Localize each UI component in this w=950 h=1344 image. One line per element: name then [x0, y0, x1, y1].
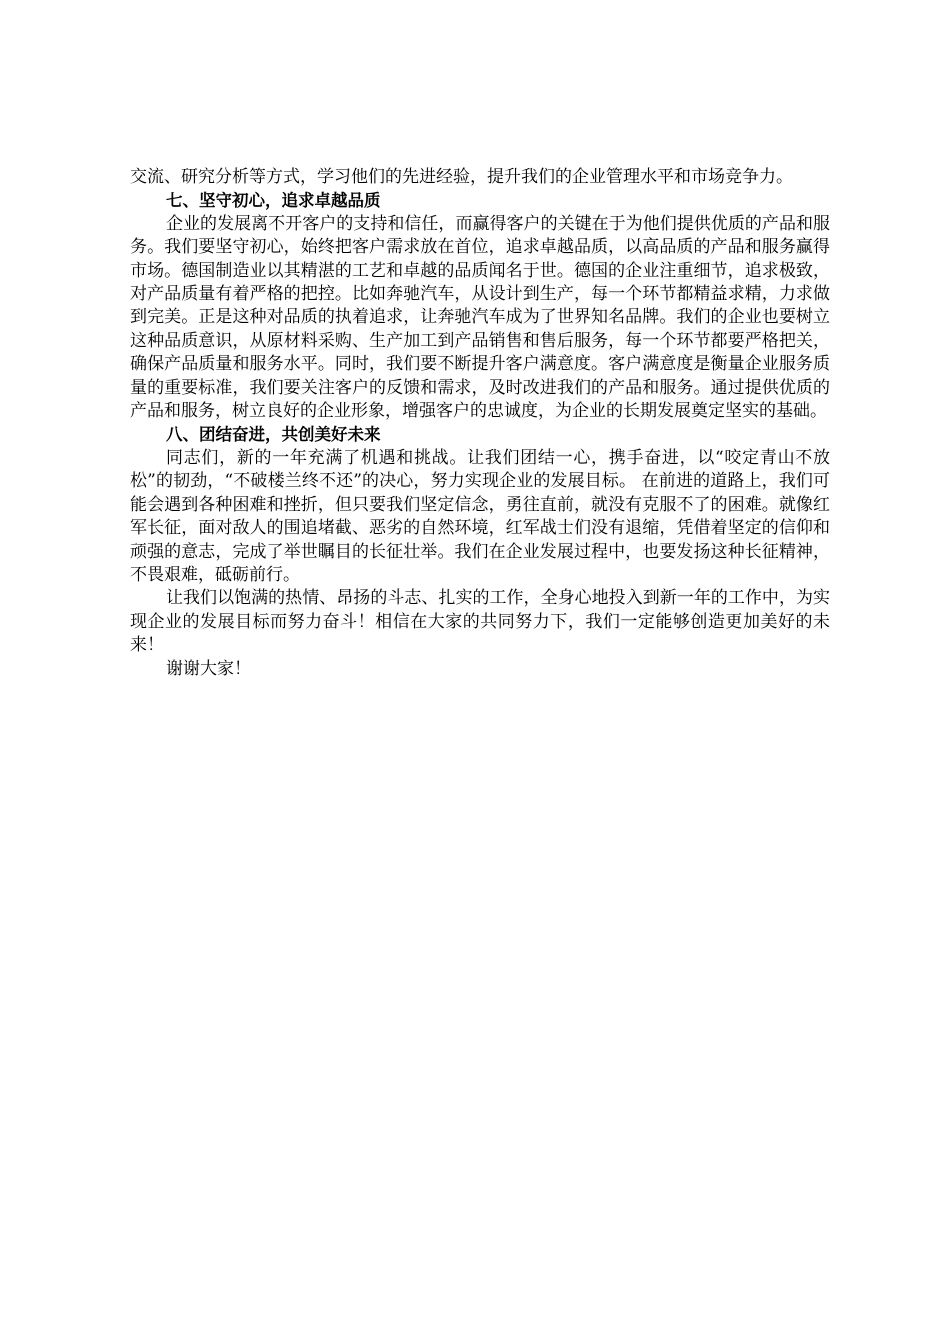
- paragraph-thanks: 谢谢大家！: [166, 658, 251, 679]
- paragraph-section-seven: 企业的发展离不开客户的支持和信任，而赢得客户的关键在于为他们提供优质的产品和服务。我们要坚守初心，始终把客户需求放在首位，追求卓越品质，以高品质的产品和服务赢得市场。德国制造业以其精湛的工艺和卓越的品质闻名于世。德国的企业注重细节，追求极致，对产品质量有着严格的把控。比如奔驰汽车，从设计到生产，每一个环节都精益求精，力求做到完美。正是这种对品质的执着追求，让奔驰汽车成为了世界知名品牌。我们的企业也要树立这种品质意识，从原材料采购、生产加工到产品销售和售后服务，每一个环节都要严格把关，确保产品质量和服务水平。同时，我们要不断提升客户满意度。客户满意度是衡量企业服务质量的重要标准，我们要关注客户的反馈和需求，及时改进我们的产品和服务。通过提供优质的产品和服务，树立良好的企业形象，增强客户的忠诚度，为企业的长期发展奠定坚实的基础。: [130, 213, 830, 422]
- paragraph-intro: 交流、研究分析等方式，学习他们的先进经验，提升我们的企业管理水平和市场竞争力。: [130, 167, 793, 187]
- section-heading-eight: 八、团结奋进，共创美好未来: [166, 425, 381, 445]
- paragraph-section-eight-2: 让我们以饱满的热情、昂扬的斗志、扎实的工作，全身心地投入到新一年的工作中，为实现企业的发展目标而努力奋斗！相信在大家的共同努力下，我们一定能够创造更加美好的未来！: [130, 588, 830, 656]
- section-heading-seven: 七、坚守初心，追求卓越品质: [166, 191, 381, 211]
- document-body: [130, 166, 830, 681]
- paragraph-section-eight-1: 同志们，新的一年充满了机遇和挑战。让我们团结一心，携手奋进，以“咬定青山不放松”的韧劲，“不破楼兰终不还”的决心，努力实现企业的发展目标。 在前进的道路上，我们可能会遇到各种困难和挫折，但只要我们坚定信念，勇往直前，就没有克服不了的困难。就像红军长征，面对敌人的围追堵截、恶劣的自然环境，红军战士们没有退缩，凭借着坚定的信仰和顽强的意志，完成了举世瞩目的长征壮举。我们在企业发展过程中，也要发扬这种长征精神，不畏艰难，砥砺前行。: [130, 447, 830, 585]
